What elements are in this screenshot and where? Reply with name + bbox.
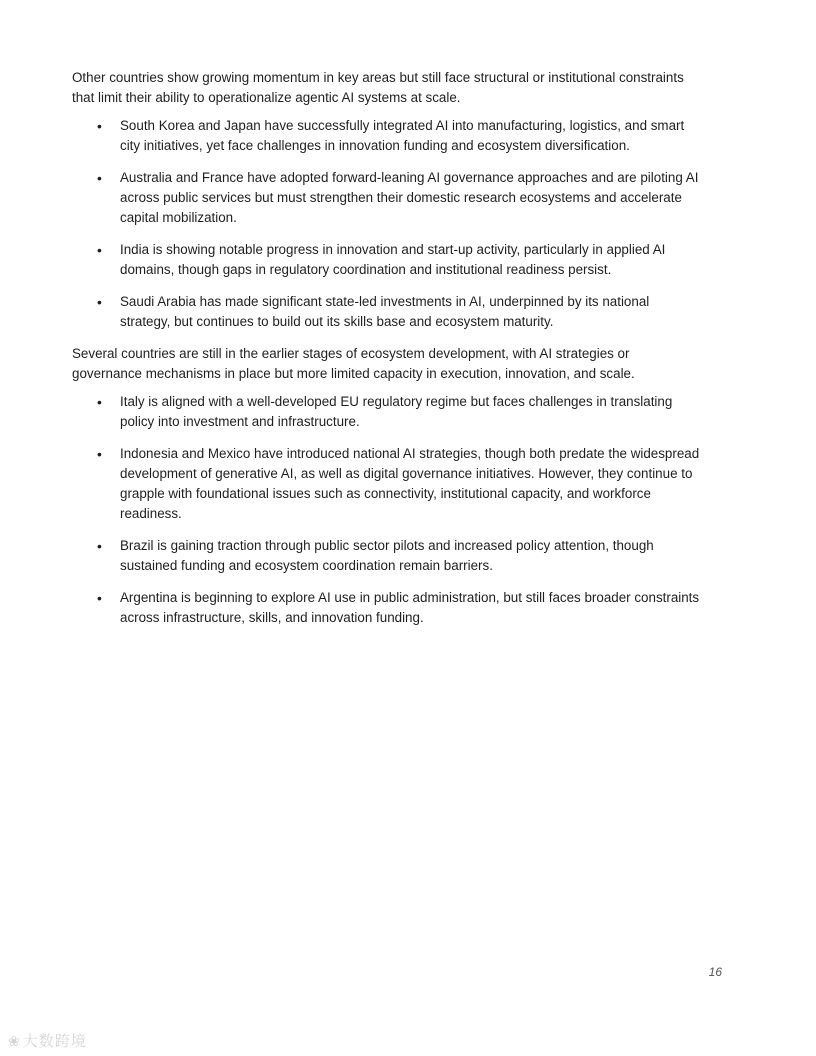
- watermark: [8, 1030, 87, 1051]
- section2-intro: Several countries are still in the earlier stages of ecosystem development, with AI strategies or governance mechanisms in place but more limited capacity in execution, innovation, and scale.: [72, 346, 635, 381]
- document-body: [72, 68, 702, 640]
- section1-intro: Other countries show growing momentum in key areas but still face structural or institutional constraints that limit their ability to operationalize agentic AI systems at scale.: [72, 70, 684, 105]
- bullet-item: • Indonesia and Mexico have introduced national AI strategies, though both predate the widespread development of generative AI, as well as digital governance initiatives. However, they continue to grapple with foundational issues such as connectivity, institutional capacity, and workforce readiness.: [72, 444, 702, 524]
- bullet-item: • Saudi Arabia has made significant state-led investments in AI, underpinned by its national strategy, but continues to build out its skills base and ecosystem maturity.: [72, 292, 702, 332]
- bullet-item: • India is showing notable progress in innovation and start-up activity, particularly in applied AI domains, though gaps in regulatory coordination and institutional readiness persist.: [72, 240, 702, 280]
- bullet-item: • Argentina is beginning to explore AI use in public administration, but still faces broader constraints across infrastructure, skills, and innovation funding.: [72, 588, 702, 628]
- page-number: 16: [708, 965, 722, 979]
- bullet-item: • South Korea and Japan have successfully integrated AI into manufacturing, logistics, and smart city initiatives, yet face challenges in innovation funding and ecosystem diversification.: [72, 116, 702, 156]
- watermark-text: 大数跨境: [22, 1033, 87, 1050]
- bullet-item: • Italy is aligned with a well-developed EU regulatory regime but faces challenges in translating policy into investment and infrastructure.: [72, 392, 702, 432]
- section1-bullet-list: [72, 116, 702, 332]
- watermark-logo-icon: ❀: [8, 1033, 21, 1049]
- bullet-item: • Australia and France have adopted forward-leaning AI governance approaches and are piloting AI across public services but must strengthen their domestic research ecosystems and accelerate capital mobilization.: [72, 168, 702, 228]
- section2-bullet-list: [72, 392, 702, 628]
- bullet-item: • Brazil is gaining traction through public sector pilots and increased policy attention, though sustained funding and ecosystem coordination remain barriers.: [72, 536, 702, 576]
